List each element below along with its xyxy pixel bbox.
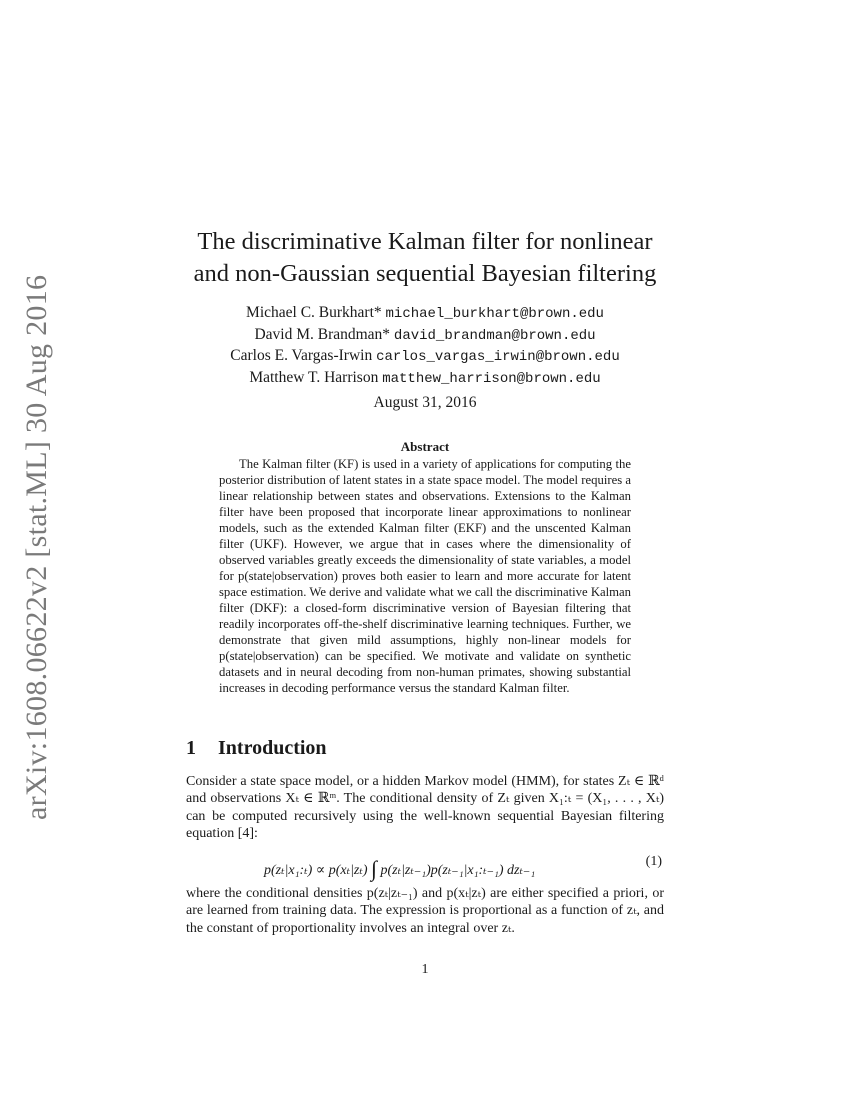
author-name: Matthew T. Harrison bbox=[249, 368, 379, 386]
equation-1 bbox=[186, 854, 664, 881]
author-email: david_brandman@brown.edu bbox=[393, 327, 596, 344]
section-title: Introduction bbox=[218, 737, 327, 759]
equation-body bbox=[264, 854, 535, 880]
integral-symbol: ∫ bbox=[370, 856, 378, 881]
section-heading bbox=[186, 737, 327, 760]
author-entry bbox=[150, 325, 700, 347]
arxiv-identifier-stamp: arXiv:1608.06622v2 [stat.ML] 30 Aug 2016 bbox=[20, 274, 53, 820]
section-number: 1 bbox=[186, 737, 196, 759]
author-email: matthew_harrison@brown.edu bbox=[382, 370, 601, 387]
paper-title bbox=[150, 226, 700, 290]
author-email: michael_burkhart@brown.edu bbox=[385, 306, 604, 322]
title-line-1: The discriminative Kalman filter for nonlinear bbox=[197, 228, 653, 255]
author-email: carlos_vargas_irwin@brown.edu bbox=[376, 349, 620, 365]
author-entry bbox=[150, 303, 700, 325]
equation-lhs: p(zₜ|x₁:ₜ) ∝ p(xₜ|zₜ) bbox=[264, 863, 368, 878]
intro-paragraph-2: where the conditional densities p(zₜ|zₜ₋₁) and p(xₜ|zₜ) are either specified a priori, or are learned from training data. The expression is proportional as a function of zₜ, and the constant of proportionality involves an integral over zₜ. bbox=[186, 886, 664, 936]
abstract-heading: Abstract bbox=[400, 439, 450, 454]
author-name: David M. Brandman* bbox=[254, 325, 391, 343]
abstract-body: The Kalman filter (KF) is used in a variety of applications for computing the posterior distribution of latent states in a state space model. The model requires a linear relationship between states and observations. Extensions to the Kalman filter have been proposed that incorporate linear approximations to nonlinear models, such as the extended Kalman filter (EKF) and the unscented Kalman filter (UKF). However, we argue that in cases where the dimensionality of observed variables greatly exceeds the dimensionality of state variables, a model for p(state|observation) proves both easier to learn and more accurate for latent space estimation. We derive and validate what we call the discriminative Kalman filter (DKF): a closed-form discriminative version of Bayesian filtering that readily incorporates off-the-shelf discriminative learning techniques. Further, we demonstrate that given mild assumptions, highly non-linear models for p(state|observation) can be specified. We motivate and validate on synthetic datasets and in neural decoding from non-human primates, showing substantial increases in decoding performance versus the standard Kalman filter. bbox=[219, 457, 631, 695]
author-entry bbox=[150, 368, 700, 390]
intro-paragraph-1: Consider a state space model, or a hidden Markov model (HMM), for states Zₜ ∈ ℝᵈ and observations Xₜ ∈ ℝᵐ. The conditional density of Zₜ given X₁:ₜ = (X₁, . . . , Xₜ) can be computed recursively using the well-known sequential Bayesian filtering equation [4]: bbox=[186, 774, 664, 841]
author-name: Michael C. Burkhart* bbox=[246, 304, 382, 321]
equation-number: (1) bbox=[645, 854, 662, 869]
author-list bbox=[150, 303, 700, 389]
author-name: Carlos E. Vargas-Irwin bbox=[230, 347, 373, 364]
publication-date: August 31, 2016 bbox=[373, 394, 477, 411]
page-number: 1 bbox=[421, 962, 429, 977]
author-entry bbox=[150, 346, 700, 368]
equation-rhs: p(zₜ|zₜ₋₁)p(zₜ₋₁|x₁:ₜ₋₁) dzₜ₋₁ bbox=[380, 863, 536, 878]
title-line-2: and non-Gaussian sequential Bayesian filtering bbox=[193, 260, 657, 287]
